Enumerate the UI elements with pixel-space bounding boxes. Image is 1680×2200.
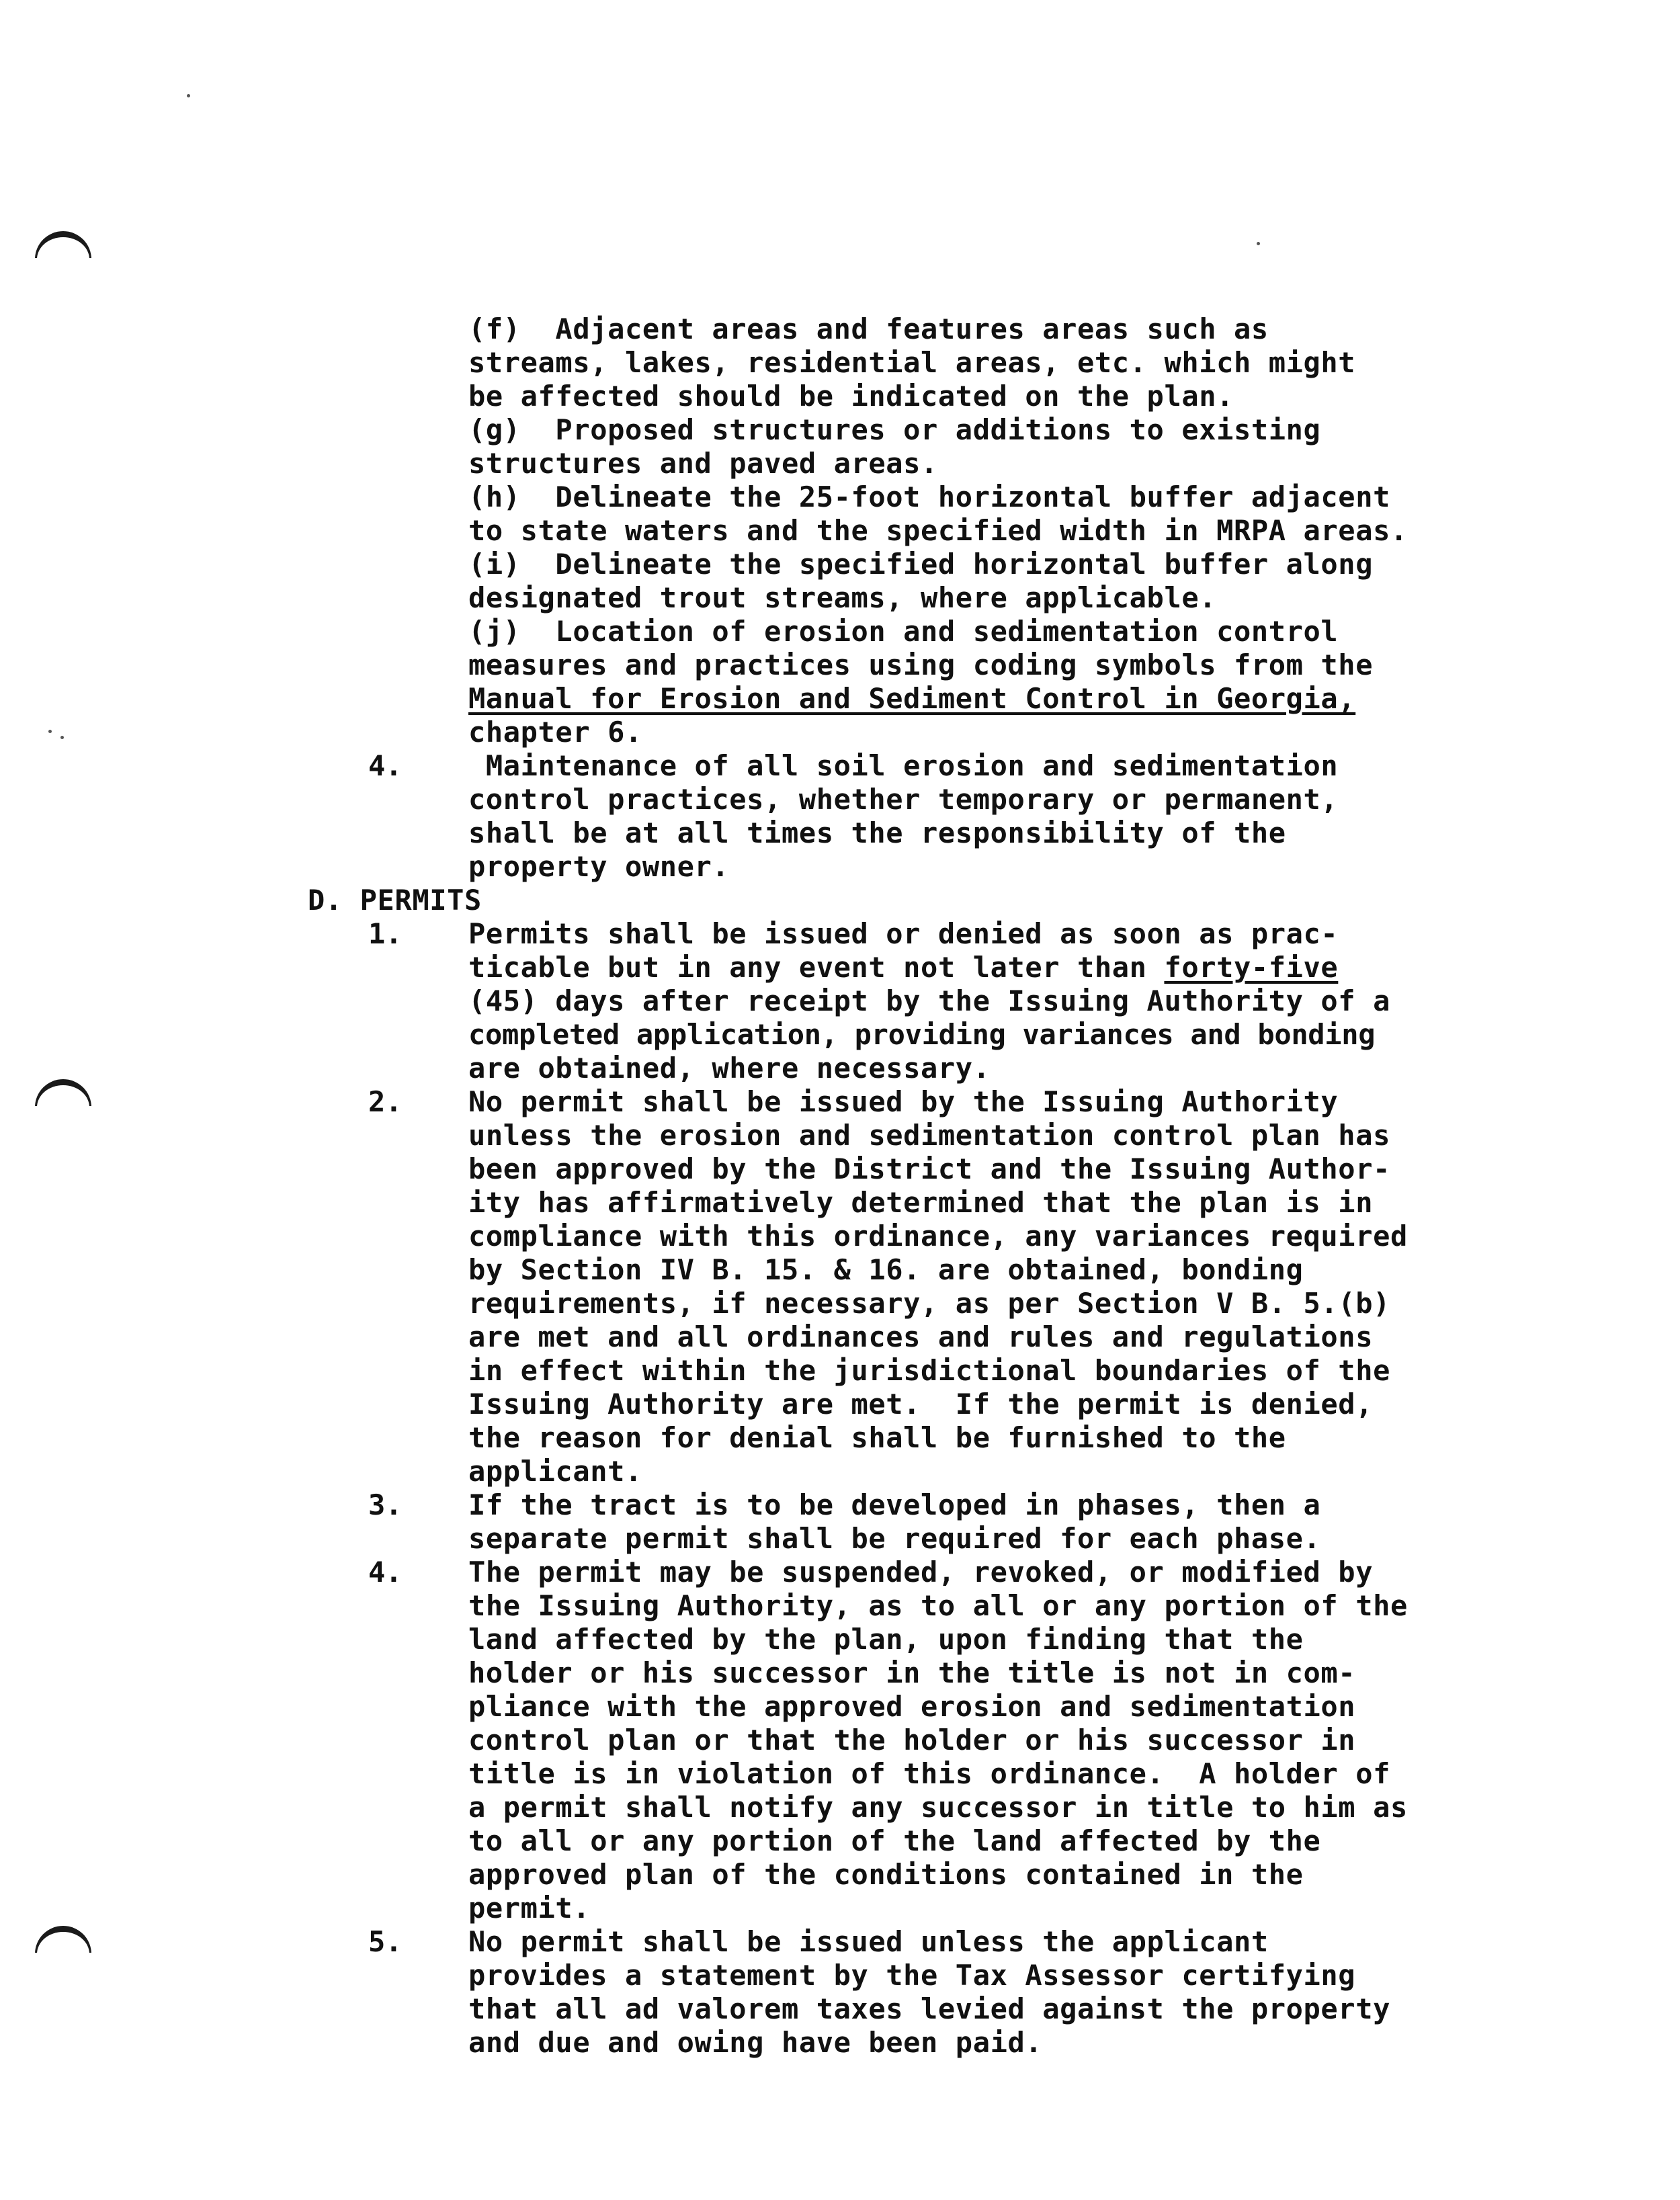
permit-2-line-3: been approved by the District and the Issuing Author- [468,1152,1390,1185]
item-i-line-2: designated trout streams, where applicable. [468,581,1217,614]
permit-1-line-5: are obtained, where necessary. [468,1052,991,1085]
item-4-line-3: shall be at all times the responsibility of the [468,816,1286,849]
item-g-line-1: (g) Proposed structures or additions to existing [468,413,1321,446]
permit-5-line-1: No permit shall be issued unless the applicant [468,1925,1269,1958]
permit-2-number: 2. [368,1085,403,1118]
permit-4-line-3: land affected by the plan, upon finding that the [468,1623,1304,1656]
item-f-line-3: be affected should be indicated on the plan. [468,380,1234,413]
permit-3-line-2: separate permit shall be required for each phase. [468,1522,1321,1555]
section-heading-permits: D. PERMITS [308,884,482,917]
underlined-forty-five: forty-five [1164,951,1339,984]
permit-4-line-6: control plan or that the holder or his successor in [468,1724,1356,1757]
permit-2-line-9: in effect within the jurisdictional boundaries of the [468,1354,1390,1387]
scan-speck [60,736,64,739]
permit-1-line-2 [468,951,1338,984]
permit-1-line-4: completed application, providing variances and bonding [468,1018,1376,1051]
permit-2-line-8: are met and all ordinances and rules and regulations [468,1320,1374,1353]
permit-2-line-2: unless the erosion and sedimentation control plan has [468,1119,1390,1152]
item-h-line-1: (h) Delineate the 25-foot horizontal buffer adjacent [468,480,1390,513]
permit-1-number: 1. [368,917,403,950]
permit-4-line-1: The permit may be suspended, revoked, or modified by [468,1556,1374,1589]
permit-5-line-3: that all ad valorem taxes levied against the property [468,1992,1390,2025]
item-4-line-2: control practices, whether temporary or permanent, [468,783,1339,816]
permit-2-line-1: No permit shall be issued by the Issuing Authority [468,1085,1339,1118]
scan-speck [48,730,52,733]
permit-2-line-12: applicant. [468,1455,642,1488]
item-4-number: 4. [368,749,403,782]
permit-5-line-4: and due and owing have been paid. [468,2026,1043,2059]
permit-2-line-7: requirements, if necessary, as per Section V B. 5.(b) [468,1287,1390,1320]
permit-4-line-7: title is in violation of this ordinance. A holder of [468,1757,1390,1790]
permit-4-line-2: the Issuing Authority, as to all or any portion of the [468,1589,1408,1622]
permit-1-line-2-text: ticable but in any event not later than forty-five [468,951,1339,984]
punch-hole-mark-middle [35,1076,91,1106]
permit-2-line-11: the reason for denial shall be furnished to the [468,1421,1286,1454]
item-h-line-2: to state waters and the specified width in MRPA areas. [468,514,1408,547]
item-f-line-1: (f) Adjacent areas and features areas such as [468,312,1269,345]
item-j-line-1: (j) Location of erosion and sedimentation control [468,615,1339,648]
scan-speck [187,94,190,97]
scan-speck [1257,242,1260,245]
item-j-line-2: measures and practices using coding symbols from the [468,648,1374,681]
item-4-line-4: property owner. [468,850,730,883]
permit-4-number: 4. [368,1556,403,1589]
permit-4-line-4: holder or his successor in the title is not in com- [468,1656,1356,1689]
permit-1-line-1: Permits shall be issued or denied as soon as prac- [468,917,1339,950]
item-f-line-2: streams, lakes, residential areas, etc. which might [468,346,1356,379]
permit-4-line-11: permit. [468,1892,591,1924]
permit-2-line-5: compliance with this ordinance, any variances required [468,1220,1408,1253]
permit-4-line-10: approved plan of the conditions contained in the [468,1858,1304,1891]
permit-1-line-3: (45) days after receipt by the Issuing Authority of a [468,984,1390,1017]
item-j-line-4: chapter 6. [468,716,642,749]
permit-3-number: 3. [368,1488,403,1521]
permit-3-line-1: If the tract is to be developed in phases, then a [468,1488,1321,1521]
permit-2-line-10: Issuing Authority are met. If the permit is denied, [468,1388,1374,1421]
punch-hole-mark-bottom [35,1923,91,1953]
permit-2-line-4: ity has affirmatively determined that the plan is in [468,1186,1374,1219]
permit-5-line-2: provides a statement by the Tax Assessor certifying [468,1959,1356,1992]
permit-5-number: 5. [368,1925,403,1958]
item-4-line-1: Maintenance of all soil erosion and sedimentation [468,749,1339,782]
punch-hole-mark-top [35,228,91,258]
permit-4-line-5: pliance with the approved erosion and sedimentation [468,1690,1356,1723]
permit-4-line-9: to all or any portion of the land affected by the [468,1824,1321,1857]
permit-4-line-8: a permit shall notify any successor in title to him as [468,1791,1408,1824]
item-i-line-1: (i) Delineate the specified horizontal buffer along [468,548,1374,581]
permit-2-line-6: by Section IV B. 15. & 16. are obtained, bonding [468,1253,1304,1286]
item-j-line-3-manual-title: Manual for Erosion and Sediment Control in Georgia, [468,682,1356,715]
item-g-line-2: structures and paved areas. [468,447,938,480]
